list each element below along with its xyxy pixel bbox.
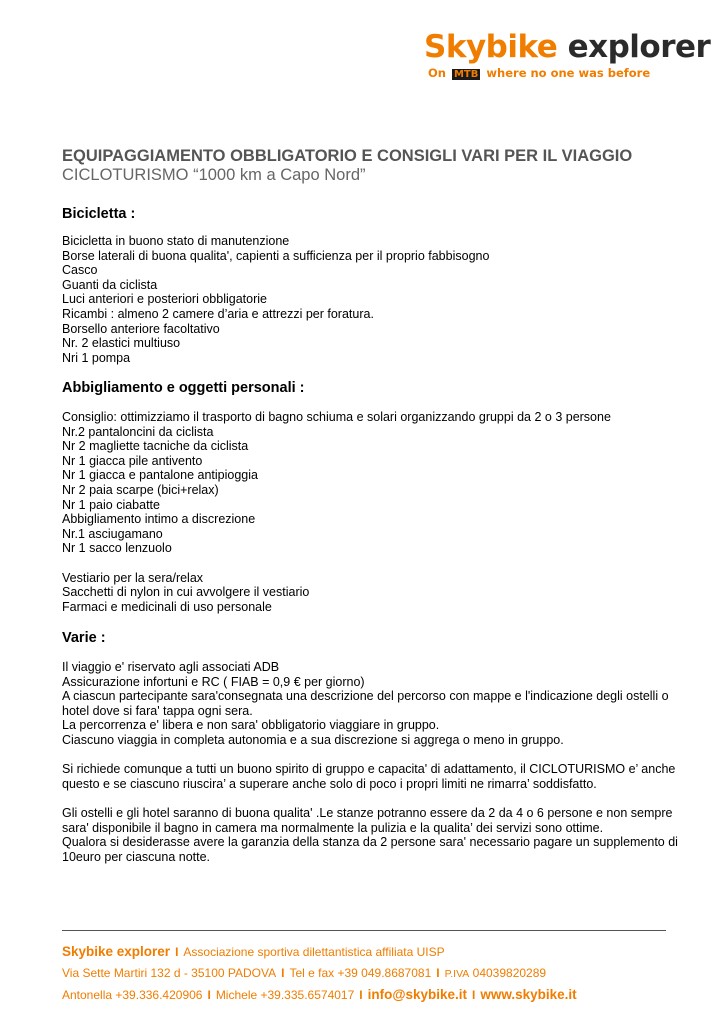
list-item: Nr 2 magliette tacniche da ciclista (62, 439, 249, 454)
footer-line-3 (62, 987, 577, 1002)
footer-address: Via Sette Martiri 132 d - 35100 PADOVA (62, 966, 277, 980)
text-line: A ciascun partecipante sara'consegnata una descrizione del percorso con mappe e l'indicazione degli ostelli o (62, 689, 669, 704)
varie-text (62, 660, 678, 864)
footer-org-name: Skybike explorer (62, 944, 171, 959)
text-line: 10euro per ciascuna notte. (62, 849, 211, 864)
list-item: Nr 1 giacca e pantalone antipioggia (62, 468, 258, 483)
footer-piva-label: P.IVA (444, 968, 470, 980)
text-line: questo e se ciascuno riuscira’ a superare anche solo di poco i propri limiti ne rimarra’ soddisfatto. (62, 776, 597, 791)
footer-piva: 04039820289 (472, 966, 547, 980)
brand-part1: Skybike (424, 29, 558, 65)
text-line: sara' disponibile il bagno in camera ma normalmente la pulizia e la qualita’ dei servizi sono ottime. (62, 820, 604, 835)
list-item: Vestiario per la sera/relax (62, 570, 204, 585)
section-heading-varie: Varie : (62, 630, 106, 646)
text-line: Si richiede comunque a tutti un buono spirito di gruppo e capacita' di adattamento, il CICLOTURISMO e’ anche (62, 762, 676, 777)
list-item: Ricambi : almeno 2 camere d’aria e attrezzi per foratura. (62, 306, 374, 321)
footer-separator: I (359, 988, 363, 1002)
list-item: Borse laterali di buona qualita', capienti a sufficienza per il proprio fabbisogno (62, 248, 490, 263)
list-item: Casco (62, 263, 98, 278)
footer-contact-1: Antonella +39.336.420906 (62, 988, 203, 1002)
list-item: Nr 1 giacca pile antivento (62, 453, 203, 468)
footer-description: Associazione sportiva dilettantistica affiliata UISP (183, 945, 445, 959)
document-subtitle: CICLOTURISMO “1000 km a Capo Nord” (62, 166, 366, 184)
list-item: Sacchetti di nylon in cui avvolgere il vestiario (62, 585, 310, 600)
footer-separator: I (436, 966, 440, 980)
list-item: Nr 2 paia scarpe (bici+relax) (62, 482, 219, 497)
tagline-post: where no one was before (486, 66, 651, 80)
footer-line-2 (62, 966, 546, 980)
list-item: Nri 1 pompa (62, 350, 131, 365)
abbigliamento-list (62, 410, 672, 614)
brand-name (424, 29, 711, 65)
list-item: Consiglio: ottimizziamo il trasporto di bagno schiuma e solari organizzando gruppi da 2 o 3 persone (62, 410, 611, 424)
text-line: hotel dove si fara' tappa ogni sera. (62, 703, 253, 718)
footer-website-link[interactable]: www.skybike.it (480, 987, 577, 1002)
tagline-badge: MTB (453, 69, 479, 80)
footer-separator: I (207, 988, 211, 1002)
text-line: Gli ostelli e gli hotel saranno di buona qualita' .Le stanze potranno essere da 2 da 4 o 6 persone e non sempre (62, 805, 673, 820)
list-item: Farmaci e medicinali di uso personale (62, 599, 272, 614)
text-line: Qualora si desiderasse avere la garanzia della stanza da 2 persone sara' necessario pagare un supplemento di (62, 835, 678, 850)
list-item: Nr.2 pantaloncini da ciclista (62, 424, 214, 439)
tagline-pre: On (428, 66, 446, 80)
list-item: Nr 1 paio ciabatte (62, 497, 160, 512)
footer-separator: I (175, 945, 179, 959)
footer-divider (62, 930, 666, 931)
list-item: Bicicletta in buono stato di manutenzione (62, 234, 290, 248)
bicicletta-list (62, 234, 672, 365)
footer-separator: I (281, 966, 285, 980)
text-line: Assicurazione infortuni e RC ( FIAB = 0,9 € per giorno) (62, 674, 365, 689)
footer-line-1 (62, 944, 445, 959)
brand-logo (424, 29, 711, 80)
section-heading-abbigliamento: Abbigliamento e oggetti personali : (62, 380, 305, 396)
list-item: Nr.1 asciugamano (62, 526, 163, 541)
list-item: Nr 1 sacco lenzuolo (62, 541, 172, 556)
list-item: Borsello anteriore facoltativo (62, 321, 220, 336)
footer-email-link[interactable]: info@skybike.it (367, 987, 468, 1002)
list-item: Nr. 2 elastici multiuso (62, 336, 181, 351)
section-heading-bicicletta: Bicicletta : (62, 206, 136, 222)
list-item: Abbigliamento intimo a discrezione (62, 512, 256, 527)
list-item: Guanti da ciclista (62, 277, 158, 292)
document-title: EQUIPAGGIAMENTO OBBLIGATORIO E CONSIGLI VARI PER IL VIAGGIO (62, 147, 633, 165)
text-line: Il viaggio e' riservato agli associati ADB (62, 660, 280, 674)
list-item: Luci anteriori e posteriori obbligatorie (62, 292, 267, 307)
footer-contact-2: Michele +39.335.6574017 (215, 988, 355, 1002)
footer-separator: I (472, 988, 476, 1002)
brand-tagline (428, 66, 684, 80)
text-line: La percorrenza e' libera e non sara' obbligatorio viaggiare in gruppo. (62, 718, 440, 733)
text-line: Ciascuno viaggia in completa autonomia e a sua discrezione si aggrega o meno in gruppo. (62, 732, 564, 747)
brand-part2: explorer (567, 29, 711, 65)
footer-phone: Tel e fax +39 049.8687081 (289, 966, 432, 980)
